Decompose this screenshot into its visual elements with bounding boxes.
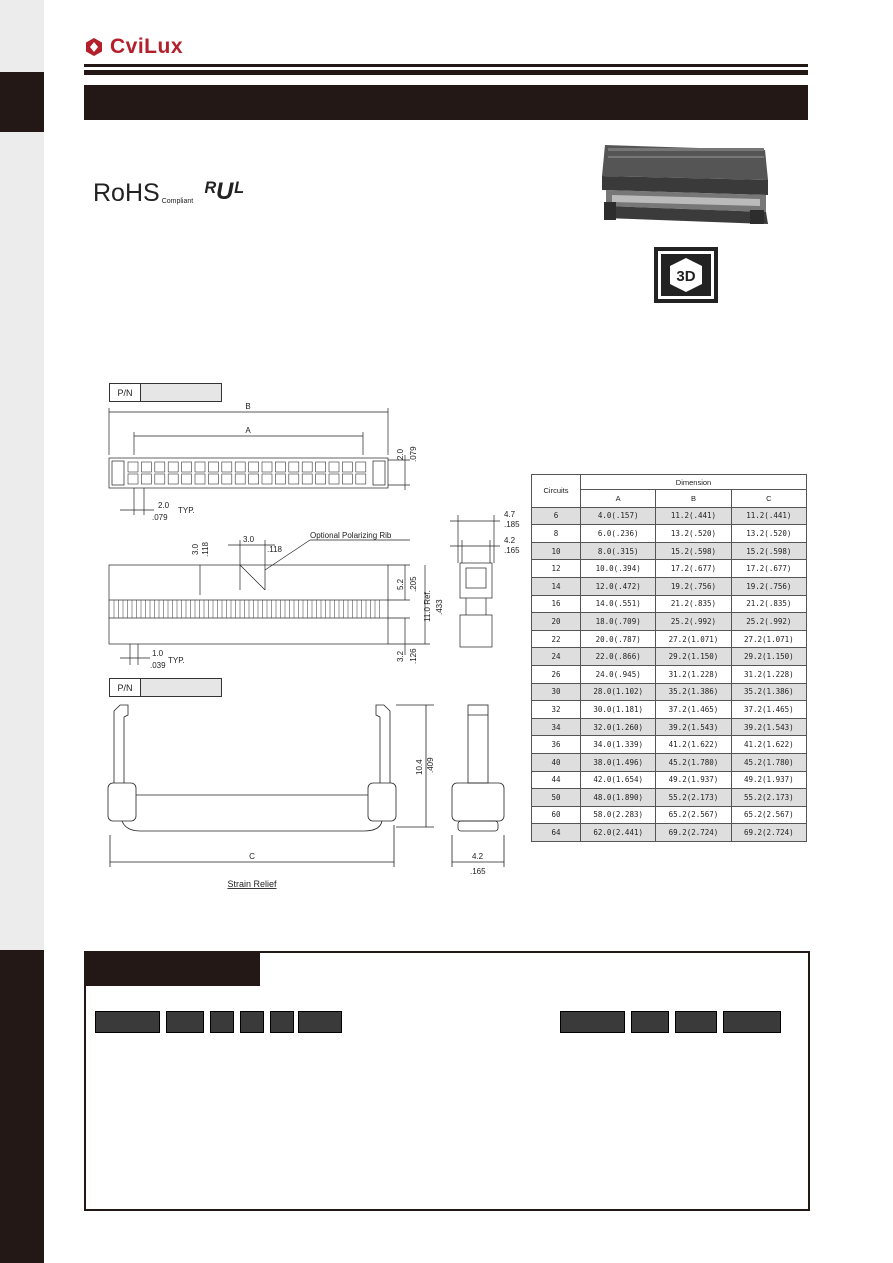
- dim-205: .205: [409, 576, 418, 592]
- dimension-cell: 30.0(1.181): [581, 701, 656, 719]
- dimension-cell: 14.0(.551): [581, 595, 656, 613]
- circuits-cell: 20: [532, 613, 581, 631]
- dimension-cell: 17.2(.677): [656, 560, 731, 578]
- dim-c: C: [249, 852, 255, 861]
- dimension-cell: 15.2(.598): [731, 542, 806, 560]
- dimension-cell: 69.2(2.724): [731, 824, 806, 842]
- dimension-cell: 25.2(.992): [731, 613, 806, 631]
- side-tab-top: [0, 72, 44, 132]
- pin-cell: [316, 462, 326, 472]
- circuits-cell: 60: [532, 806, 581, 824]
- pin-cell: [302, 462, 312, 472]
- circuits-cell: 22: [532, 630, 581, 648]
- pn-segment: [166, 1011, 204, 1033]
- dim-409: .409: [426, 757, 435, 773]
- dimension-cell: 49.2(1.937): [656, 771, 731, 789]
- pin-cell: [208, 462, 218, 472]
- dim-rib-height-in: .118: [201, 542, 210, 557]
- table-row: [532, 771, 807, 789]
- dimension-cell: 62.0(2.441): [581, 824, 656, 842]
- dimension-cell: 27.2(1.071): [656, 630, 731, 648]
- dimension-cell: 21.2(.835): [656, 595, 731, 613]
- dimension-cell: 69.2(2.724): [656, 824, 731, 842]
- pn-segment: [210, 1011, 234, 1033]
- circuits-cell: 16: [532, 595, 581, 613]
- dimension-cell: 34.0(1.339): [581, 736, 656, 754]
- pn-segment: [560, 1011, 625, 1033]
- table-row: [532, 560, 807, 578]
- dimension-cell: 37.2(1.465): [656, 701, 731, 719]
- dimension-cell: 35.2(1.386): [731, 683, 806, 701]
- pin-cell: [128, 474, 138, 484]
- circuits-cell: 50: [532, 789, 581, 807]
- pin-cell: [329, 474, 339, 484]
- pin-cell: [289, 474, 299, 484]
- pin-cell: [141, 474, 151, 484]
- table-row: [532, 701, 807, 719]
- dim-039: .039: [150, 661, 166, 670]
- rib-label: Optional Polarizing Rib: [310, 531, 392, 540]
- cvilux-mark-icon: [84, 37, 104, 57]
- dimension-cell: 42.0(1.654): [581, 771, 656, 789]
- end-view-drawing: [440, 505, 520, 655]
- circuits-cell: 44: [532, 771, 581, 789]
- circuits-cell: 12: [532, 560, 581, 578]
- pin-cell: [342, 462, 352, 472]
- table-row: [532, 648, 807, 666]
- pin-cell: [155, 474, 165, 484]
- table-row: [532, 577, 807, 595]
- dim-433: .433: [435, 599, 444, 615]
- dim-4-2: 4.2: [504, 536, 516, 545]
- dim-1-0: 1.0: [152, 649, 164, 658]
- table-row: [532, 507, 807, 525]
- dim-10-4: 10.4: [415, 759, 424, 775]
- dimension-cell: 13.2(.520): [731, 525, 806, 543]
- ul-mark: ᴿUᴸ: [203, 178, 244, 205]
- dimension-cell: 8.0(.315): [581, 542, 656, 560]
- pn-segment: [298, 1011, 342, 1033]
- header-rule-thick: [84, 70, 808, 75]
- ordering-info-header: [86, 953, 260, 986]
- circuits-cell: 30: [532, 683, 581, 701]
- dimension-table: [531, 474, 807, 842]
- dimension-cell: 25.2(.992): [656, 613, 731, 631]
- pin-cell: [329, 462, 339, 472]
- dim-4-7: 4.7: [504, 510, 516, 519]
- product-photo: [590, 140, 780, 245]
- pin-cell: [182, 474, 192, 484]
- dimension-cell: 12.0(.472): [581, 577, 656, 595]
- header-rule: [84, 64, 808, 67]
- header-circuits: Circuits: [532, 475, 581, 508]
- dim-typ: TYP.: [178, 506, 195, 515]
- 3d-model-icon[interactable]: [654, 247, 718, 303]
- pin-cell: [155, 462, 165, 472]
- pn-segment: [270, 1011, 294, 1033]
- dimension-cell: 17.2(.677): [731, 560, 806, 578]
- dim-126: .126: [409, 648, 418, 664]
- dimension-cell: 39.2(1.543): [656, 718, 731, 736]
- table-row: [532, 806, 807, 824]
- pin-cell: [195, 474, 205, 484]
- table-row: [532, 683, 807, 701]
- table-row: [532, 789, 807, 807]
- table-row: [532, 613, 807, 631]
- rohs-label: RoHS: [93, 179, 160, 207]
- table-row: [532, 753, 807, 771]
- dimension-cell: 11.2(.441): [656, 507, 731, 525]
- dimension-cell: 19.2(.756): [731, 577, 806, 595]
- dimension-cell: 20.0(.787): [581, 630, 656, 648]
- pn-segment: [240, 1011, 264, 1033]
- connector-drawing: [100, 400, 444, 690]
- table-row: [532, 525, 807, 543]
- table-row: [532, 665, 807, 683]
- pin-cell: [356, 462, 366, 472]
- pin-cell: [128, 462, 138, 472]
- dimension-cell: 31.2(1.228): [731, 665, 806, 683]
- dimension-cell: 24.0(.945): [581, 665, 656, 683]
- circuits-cell: 64: [532, 824, 581, 842]
- dim-4-2b: 4.2: [472, 852, 484, 861]
- table-row: [532, 718, 807, 736]
- circuits-cell: 24: [532, 648, 581, 666]
- dimension-cell: 38.0(1.496): [581, 753, 656, 771]
- pin-cell: [235, 462, 245, 472]
- circuits-cell: 26: [532, 665, 581, 683]
- circuits-cell: 32: [532, 701, 581, 719]
- pn-segment: [95, 1011, 160, 1033]
- dim-185: .185: [504, 520, 520, 529]
- pin-cell: [182, 462, 192, 472]
- 3d-label: 3D: [676, 268, 696, 285]
- pn-segment: [723, 1011, 781, 1033]
- dimension-cell: 55.2(2.173): [731, 789, 806, 807]
- dim-pitch-in: .079: [152, 513, 168, 522]
- dimension-cell: 10.0(.394): [581, 560, 656, 578]
- dimension-cell: 45.2(1.780): [731, 753, 806, 771]
- dimension-cell: 45.2(1.780): [656, 753, 731, 771]
- pn-value: [141, 384, 221, 401]
- dim-165: .165: [504, 546, 520, 555]
- dim-3-2: 3.2: [396, 650, 405, 662]
- circuits-cell: 34: [532, 718, 581, 736]
- pn-segment: [675, 1011, 717, 1033]
- pin-cell: [235, 474, 245, 484]
- pin-cell: [249, 462, 259, 472]
- pn-label: P/N: [110, 384, 141, 401]
- dim-11-0: 11.0 Ref.: [423, 590, 432, 622]
- pin-cell: [222, 462, 232, 472]
- brand-name: CviLux: [110, 35, 184, 58]
- pin-cell: [289, 462, 299, 472]
- dimension-cell: 29.2(1.150): [656, 648, 731, 666]
- dimension-cell: 39.2(1.543): [731, 718, 806, 736]
- dim-079: .079: [409, 446, 418, 462]
- header-col-c: C: [731, 490, 806, 508]
- strain-relief-drawing: [100, 695, 520, 895]
- strain-relief-label: Strain Relief: [227, 879, 277, 889]
- pin-cell: [141, 462, 151, 472]
- pn-segment: [631, 1011, 669, 1033]
- table-row: [532, 736, 807, 754]
- dimension-cell: 49.2(1.937): [731, 771, 806, 789]
- rohs-compliant: Compliant: [161, 198, 194, 205]
- header-col-a: A: [581, 490, 656, 508]
- pin-cell: [195, 462, 205, 472]
- dimension-cell: 28.0(1.102): [581, 683, 656, 701]
- pin-cell: [222, 474, 232, 484]
- circuits-cell: 10: [532, 542, 581, 560]
- table-row: [532, 595, 807, 613]
- pin-cell: [168, 474, 178, 484]
- dim-rib-height: 3.0: [191, 543, 200, 555]
- ordering-info-box: [84, 951, 810, 1211]
- dimension-cell: 18.0(.709): [581, 613, 656, 631]
- pin-cell: [342, 474, 352, 484]
- dimension-cell: 13.2(.520): [656, 525, 731, 543]
- dim-typ-2: TYP.: [168, 656, 185, 665]
- pin-cell: [168, 462, 178, 472]
- pin-cell: [262, 474, 272, 484]
- certifications: [93, 178, 243, 208]
- dimension-cell: 32.0(1.260): [581, 718, 656, 736]
- circuits-cell: 36: [532, 736, 581, 754]
- pn-label-2: P/N: [110, 679, 141, 696]
- pin-cell: [275, 462, 285, 472]
- dimension-cell: 37.2(1.465): [731, 701, 806, 719]
- table-row: [532, 824, 807, 842]
- circuits-cell: 6: [532, 507, 581, 525]
- circuits-cell: 14: [532, 577, 581, 595]
- dimension-cell: 27.2(1.071): [731, 630, 806, 648]
- dim-b: B: [245, 402, 251, 411]
- header-col-b: B: [656, 490, 731, 508]
- circuits-cell: 40: [532, 753, 581, 771]
- pn-value-2: [141, 679, 221, 696]
- dimension-cell: 41.2(1.622): [656, 736, 731, 754]
- header-dimension: Dimension: [581, 475, 807, 490]
- pin-cell: [249, 474, 259, 484]
- dim-rib-width-in: .118: [267, 545, 282, 554]
- brand-logo: [84, 34, 183, 60]
- dimension-cell: 19.2(.756): [656, 577, 731, 595]
- dimension-cell: 48.0(1.890): [581, 789, 656, 807]
- dimension-cell: 65.2(2.567): [656, 806, 731, 824]
- dimension-cell: 4.0(.157): [581, 507, 656, 525]
- pin-cell: [356, 474, 366, 484]
- dim-pitch: 2.0: [158, 501, 170, 510]
- pin-cell: [316, 474, 326, 484]
- dimension-cell: 31.2(1.228): [656, 665, 731, 683]
- dim-rib-width: 3.0: [243, 535, 255, 544]
- dimension-cell: 58.0(2.283): [581, 806, 656, 824]
- pin-cell: [208, 474, 218, 484]
- table-row: [532, 630, 807, 648]
- dimension-cell: 15.2(.598): [656, 542, 731, 560]
- dimension-cell: 22.0(.866): [581, 648, 656, 666]
- dimension-cell: 11.2(.441): [731, 507, 806, 525]
- dimension-cell: 65.2(2.567): [731, 806, 806, 824]
- dimension-cell: 6.0(.236): [581, 525, 656, 543]
- dimension-cell: 21.2(.835): [731, 595, 806, 613]
- dim-165b: .165: [470, 867, 486, 876]
- title-bar: [84, 85, 808, 120]
- circuits-cell: 8: [532, 525, 581, 543]
- dim-a: A: [245, 426, 251, 435]
- dimension-cell: 29.2(1.150): [731, 648, 806, 666]
- dim-2-0: 2.0: [396, 448, 405, 460]
- dim-5-2: 5.2: [396, 578, 405, 590]
- dimension-cell: 35.2(1.386): [656, 683, 731, 701]
- pin-cell: [302, 474, 312, 484]
- table-row: [532, 542, 807, 560]
- side-tab-bottom: [0, 950, 44, 1263]
- pin-cell: [275, 474, 285, 484]
- dimension-cell: 41.2(1.622): [731, 736, 806, 754]
- pin-cell: [262, 462, 272, 472]
- dimension-cell: 55.2(2.173): [656, 789, 731, 807]
